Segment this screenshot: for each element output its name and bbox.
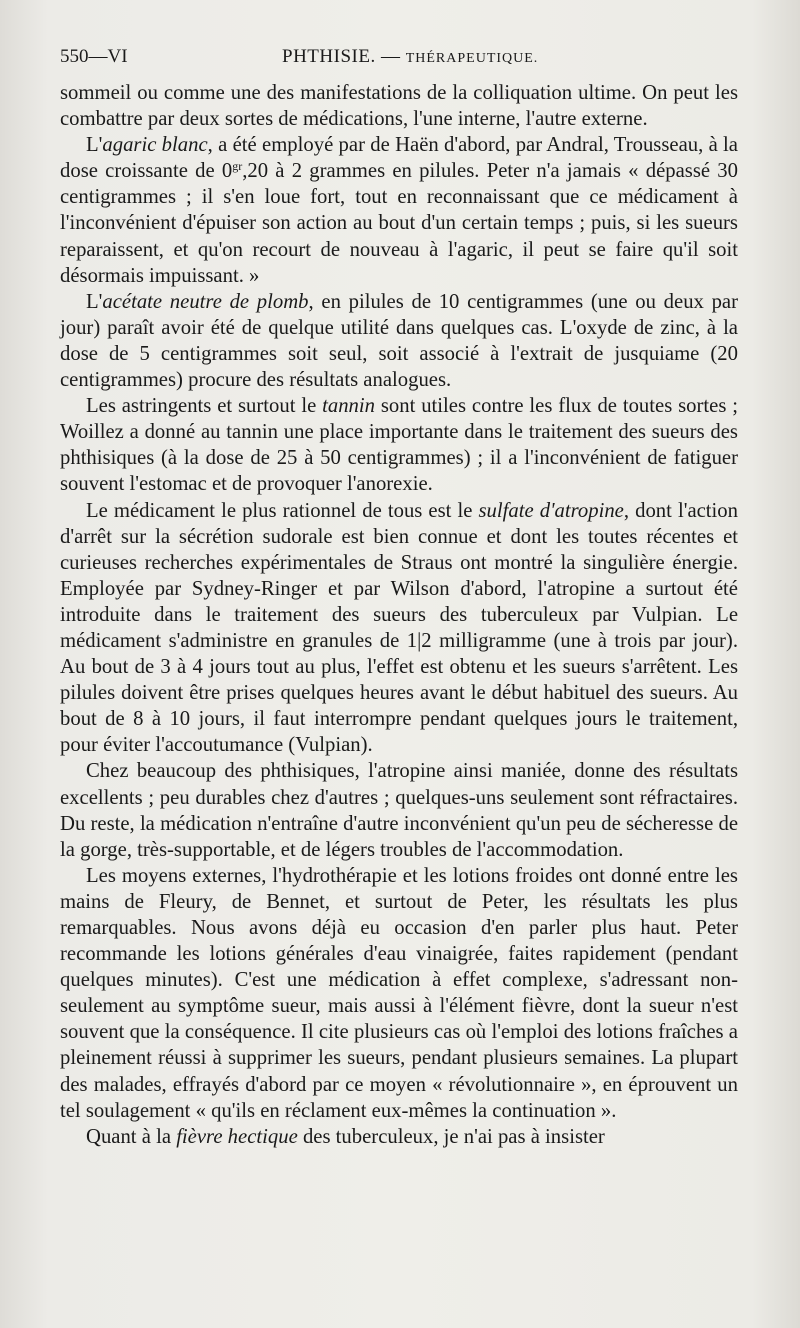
page-body — [60, 80, 738, 1150]
paragraph-text: Chez beaucoup des phthisiques, l'atropine ainsi maniée, donne des résultats excellents ; peu durables chez d'autres ; quelques-uns seulement sont réfractaires. Du reste, la médication n'entraîne d'autre inconvénient qu'un peu de sécheresse de la gorge, très-supportable, et de légers troubles de l'accommodation. — [60, 760, 738, 861]
paragraph-phthisiques — [60, 758, 738, 862]
paragraph-text: Les moyens externes, l'hydrothérapie et les lotions froides ont donné entre les mains de Fleury, de Bennet, et surtout de Peter, les résultats les plus remarquables. Nous avons déjà eu occasion d'en parler plus haut. Peter recommande les lotions générales d'eau vinaigrée, faites rapidement (pendant quelques minutes). C'est une médication à effet complexe, s'adressant non-seulement au symptôme sueur, mais aussi à l'élément fièvre, dont la sueur n'est souvent que la conséquence. Il cite plusieurs cas où l'emploi des lotions fraîches a pleinement réussi à supprimer les sueurs, pendant plusieurs semaines. La plupart des malades, effrayés d'abord par ce moyen « révolutionnaire », en éprouvent un tel soulagement « qu'ils en réclament eux-mêmes la continuation ». — [60, 864, 738, 1122]
paragraph-text: , dont l'action d'arrêt sur la sécrétion sudorale est bien connue et dont les toutes récentes et curieuses recherches expérimentales de Straus ont montré la singulière énergie. Employée par Sydney-Ringer et par Wilson d'abord, l'atropine a surtout été introduite dans le traitement des sueurs des tuberculeux par Vulpian. Le médicament s'administre en granules de 1|2 milligramme (une à trois par jour). Au bout de 3 à 4 jours tout au plus, l'effet est obtenu et les sueurs s'arrêtent. Les pilules doivent être prises quelques heures avant le début habituel des sueurs. Au bout de 8 à 10 jours, il faut interrompre pendant quelques jours le traitement, pour éviter l'accoutumance (Vulpian). — [60, 499, 738, 757]
paragraph-text: des tuberculeux, je n'ai pas à insister — [297, 1125, 605, 1148]
paragraph-lead: L' — [86, 290, 103, 313]
superscript-unit: gr — [232, 159, 243, 174]
italic-term: agaric blanc — [102, 134, 208, 157]
paragraph-continuation — [60, 80, 738, 132]
italic-term: fièvre hectique — [176, 1125, 298, 1148]
paragraph-text: sont utiles contre les flux de toutes sortes ; Woillez a donné au tannin une place importante dans le traitement des sueurs des phthisiques (à la dose de 25 à 50 centigrammes) ; il a l'inconvénient de fatiguer souvent l'estomac et de provoquer l'anorexie. — [60, 395, 738, 496]
paragraph-atropine — [60, 498, 738, 759]
paragraph-lead: L' — [86, 134, 103, 157]
paragraph-tannin — [60, 393, 738, 497]
paragraph-lead: Quant à la — [86, 1125, 177, 1148]
italic-term: acétate neutre de plomb — [102, 290, 309, 313]
paragraph-agaric — [60, 132, 738, 289]
running-title — [282, 46, 538, 68]
paragraph-moyens-externes — [60, 863, 738, 1124]
paragraph-text: ,20 à 2 grammes en pilules. Peter n'a jamais « dépassé 30 centigrammes ; il s'en loue fort, tout en reconnaissant que ce médicament à l'inconvénient d'épuiser son action au bout d'un certain temps ; puis, si les sueurs reparaissent, et qu'on recourt de nouveau à l'agaric, il peut se faire qu'il soit désormais impuissant. » — [60, 160, 738, 287]
paragraph-lead: Les astringents et surtout le — [86, 395, 323, 418]
italic-term: tannin — [322, 395, 375, 418]
page-number: 550—VI — [60, 46, 128, 67]
running-title-sub: THÉRAPEUTIQUE. — [405, 51, 539, 66]
running-title-separator: — — [375, 46, 406, 67]
paragraph-fievre-hectique — [60, 1124, 738, 1150]
paragraph-plomb — [60, 289, 738, 393]
italic-term: sulfate d'atropine — [478, 499, 624, 522]
paragraph-text: , en pilules de 10 centigrammes (une ou deux par jour) paraît avoir été de quelque utilité dans quelques cas. L'oxyde de zinc, à la dose de 5 centigrammes soit seul, soit associé à l'extrait de jusquiame (20 centigrammes) procure des résultats analogues. — [60, 290, 738, 392]
paragraph-text: , a été employé par de Haën d'abord, par Andral, Trousseau, à la dose croissante de 0 — [60, 134, 738, 183]
paragraph-lead: Le médicament le plus rationnel de tous est le — [86, 499, 479, 522]
paragraph-text: sommeil ou comme une des manifestations de la colliquation ultime. On peut les combattre par deux sortes de médications, l'une interne, l'autre externe. — [60, 82, 738, 131]
running-title-main: PHTHISIE. — [282, 46, 376, 67]
page-header — [60, 46, 738, 72]
